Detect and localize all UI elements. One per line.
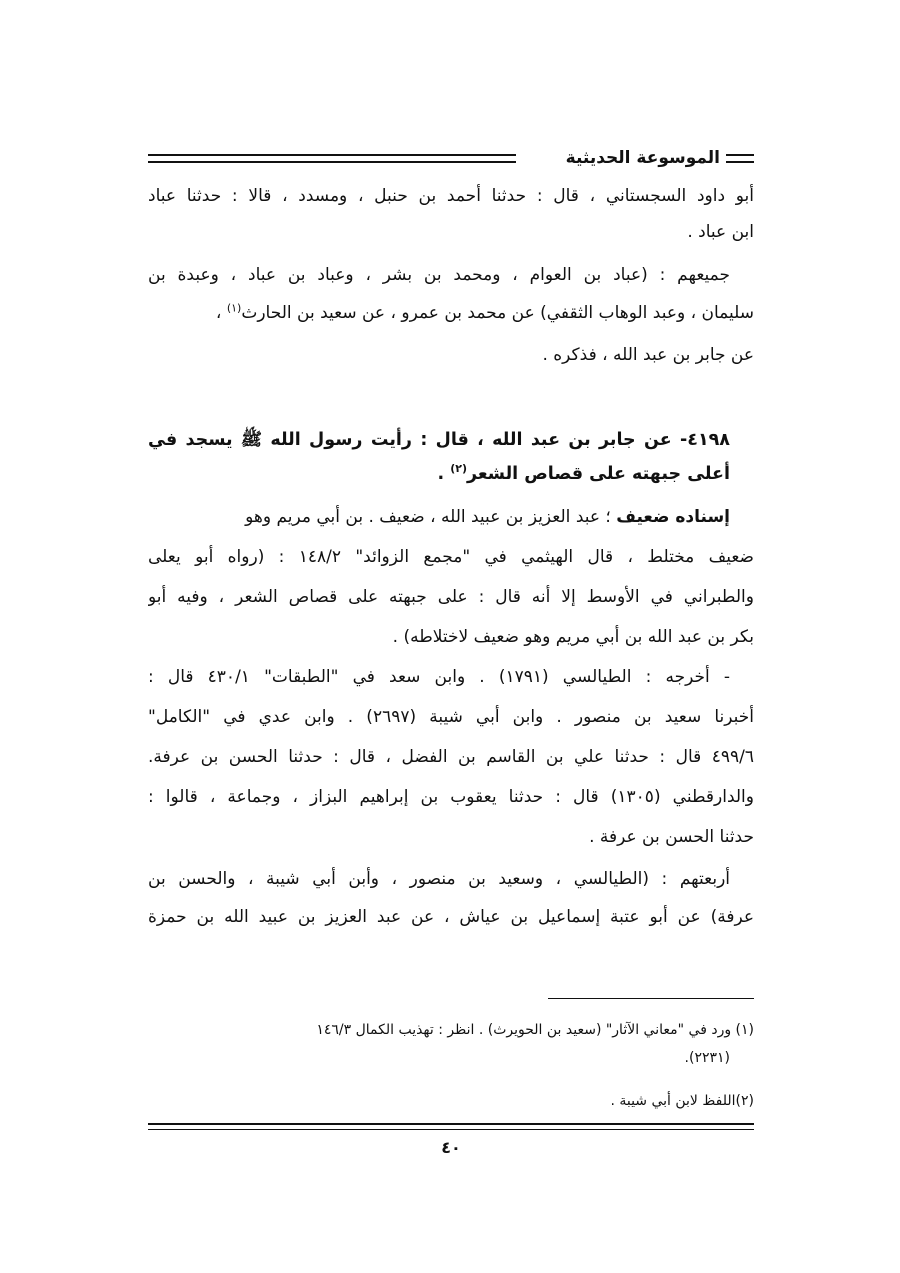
body-line-text: سليمان ، وعبد الوهاب الثقفي) عن محمد بن عمرو ، عن سعيد بن الحارث <box>241 303 754 323</box>
commentary-line: ضعيف مختلط ، قال الهيثمي في "مجمع الزوائد" ١٤٨/٢ : (رواه أبو يعلى <box>148 547 754 567</box>
hadith-line: ٤١٩٨- عن جابر بن عبد الله ، قال : رأيت رسول الله ﷺ يسجد في <box>148 430 730 450</box>
running-header <box>148 140 754 180</box>
commentary-line: - أخرجه : الطيالسي (١٧٩١) . وابن سعد في "الطبقات" ٤٣٠/١ قال : <box>148 667 730 687</box>
commentary-text: ؛ عبد العزيز بن عبيد الله ، ضعيف . بن أبي مريم وهو <box>245 507 617 527</box>
grading-label: إسناده ضعيف <box>616 507 730 527</box>
body-line <box>148 296 754 330</box>
body-line: ابن عباد . <box>687 222 754 242</box>
footnote-1-cont: (٢٢٣١). <box>684 1050 730 1066</box>
footer-rule-thin <box>148 1129 754 1130</box>
book-page <box>148 0 754 1273</box>
body-line-tail: ، <box>215 303 227 323</box>
footnote-2: (٢)اللفظ لابن أبي شيبة . <box>610 1093 754 1109</box>
hadith-text: أعلى جبهته على قصاص الشعر <box>467 464 730 484</box>
commentary-line <box>148 500 754 534</box>
commentary-line: والطبراني في الأوسط إلا أنه قال : على جبهته على قصاص الشعر ، وفيه أبو <box>148 587 754 607</box>
body-line: جميعهم : (عباد بن العوام ، ومحمد بن بشر ، وعباد بن عباد ، وعبدة بن <box>148 265 730 285</box>
header-title: الموسوعة الحديثية <box>565 148 720 168</box>
commentary-line: ٤٩٩/٦ قال : حدثنا علي بن القاسم بن الفضل ، قال : حدثنا الحسن بن عرفة. <box>148 747 754 767</box>
header-ornament-rule-long <box>148 154 516 163</box>
page-number: ٤٠ <box>441 1138 461 1157</box>
commentary-line: والدارقطني (١٣٠٥) قال : حدثنا يعقوب بن إبراهيم البزاز ، وجماعة ، قالوا : <box>148 787 754 807</box>
footnote-1: (١) ورد في "معاني الآثار" (سعيد بن الحويرث) . انظر : تهذيب الكمال ١٤٦/٣ <box>316 1022 754 1038</box>
footnote-ref: (١) <box>226 301 242 315</box>
commentary-line: بكر بن عبد الله بن أبي مريم وهو ضعيف لاختلاطه) . <box>392 627 754 647</box>
commentary-line: عرفة) عن أبو عتبة إسماعيل بن عياش ، عن عبد العزيز بن عبيد الله بن حمزة <box>148 907 754 927</box>
footer-rule-thick <box>148 1123 754 1125</box>
commentary-line: أخبرنا سعيد بن منصور . وابن أبي شيبة (٢٦٩٧) . وابن عدي في "الكامل" <box>148 707 754 727</box>
commentary-line: أربعتهم : (الطيالسي ، وسعيد بن منصور ، وأبن أبي شيبة ، والحسن بن <box>148 869 730 889</box>
body-line: أبو داود السجستاني ، قال : حدثنا أحمد بن حنبل ، ومسدد ، قالا : حدثنا عباد <box>148 186 754 206</box>
footnote-ref: (٢) <box>450 462 467 476</box>
header-ornament-rule-short <box>726 154 754 163</box>
commentary-line: حدثنا الحسن بن عرفة . <box>589 827 754 847</box>
hadith-line <box>148 457 754 491</box>
hadith-tail: . <box>437 464 451 484</box>
body-line: عن جابر بن عبد الله ، فذكره . <box>542 345 754 365</box>
footnote-separator <box>548 998 754 999</box>
